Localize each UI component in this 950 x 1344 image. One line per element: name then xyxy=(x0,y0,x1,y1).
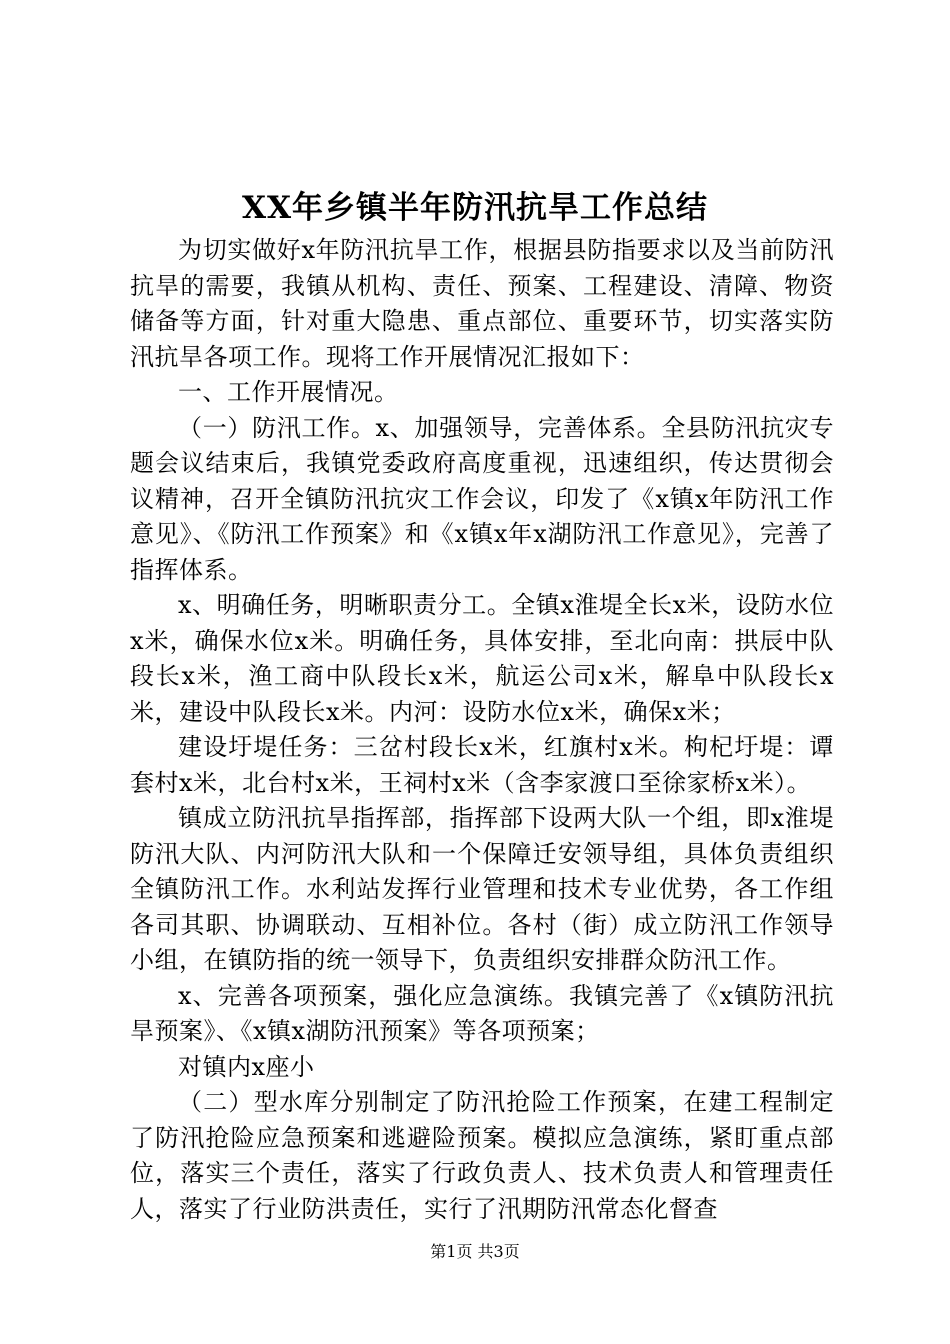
paragraph-task-assignment: x、明确任务，明晰职责分工。全镇x淮堤全长x米，设防水位x米，确保水位x米。明确任务，具体安排，至北向南：拱辰中队段长x米，渔工商中队段长x米，航运公司x米，解阜中队段长x米，建设中队段长x米。内河：设防水位x米，确保x米； xyxy=(130,591,834,726)
section-heading-work-status: 一、工作开展情况。 xyxy=(178,378,399,406)
paragraph-reservoir-plans: （二）型水库分别制定了防汛抢险工作预案，在建工程制定了防汛抢险应急预案和逃避险预案。模拟应急演练，紧盯重点部位，落实三个责任，落实了行政负责人、技术负责人和管理责任人，落实了行业防洪责任，实行了汛期防汛常态化督查 xyxy=(130,1088,834,1223)
paragraph-intro: 为切实做好x年防汛抗旱工作，根据县防指要求以及当前防汛抗旱的需要，我镇从机构、责任、预案、工程建设、清障、物资储备等方面，针对重大隐患、重点部位、重要环节，切实落实防汛抗旱各项工作。现将工作开展情况汇报如下： xyxy=(130,236,834,371)
document-title: XX年乡镇半年防汛抗旱工作总结 xyxy=(241,190,709,226)
paragraph-dike-tasks: 建设圩堤任务：三岔村段长x米，红旗村x米。枸杞圩堤：谭套村x米，北台村x米，王祠村x米（含李家渡口至徐家桥x米）。 xyxy=(130,733,834,797)
paragraph-flood-work: （一）防汛工作。x、加强领导，完善体系。全县防汛抗灾专题会议结束后，我镇党委政府高度重视，迅速组织，传达贯彻会议精神，召开全镇防汛抗灾工作会议，印发了《x镇x年防汛工作意见》、《防汛工作预案》和《x镇x年x湖防汛工作意见》，完善了指挥体系。 xyxy=(130,413,834,584)
paragraph-contingency-plans: x、完善各项预案，强化应急演练。我镇完善了《x镇防汛抗旱预案》、《x镇x湖防汛预案》等各项预案； xyxy=(130,981,834,1045)
paragraph-command-structure: 镇成立防汛抗旱指挥部，指挥部下设两大队一个组，即x淮堤防汛大队、内河防汛大队和一个保障迁安领导组，具体负责组织全镇防汛工作。水利站发挥行业管理和技术专业优势，各工作组各司其职、协调联动、互相补位。各村（街）成立防汛工作领导小组，在镇防指的统一领导下，负责组织安排群众防汛工作。 xyxy=(130,804,834,974)
document-body xyxy=(130,233,834,1227)
paragraph-reservoir-fragment: 对镇内x座小 xyxy=(178,1052,315,1081)
page-number-footer: 第1页 共3页 xyxy=(430,1242,520,1261)
